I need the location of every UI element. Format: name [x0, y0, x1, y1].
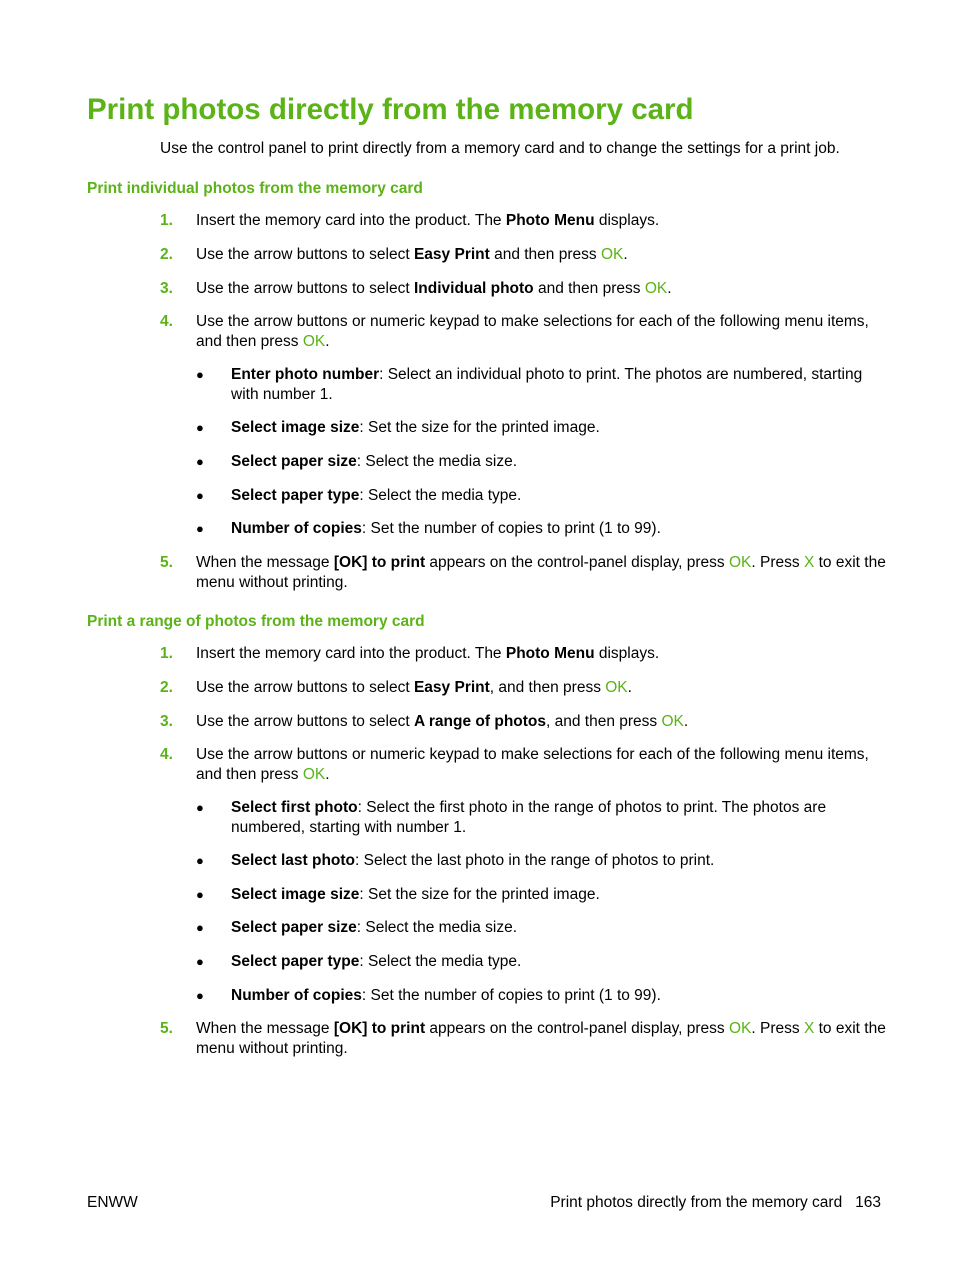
step-number: 3. — [160, 713, 173, 730]
bullet-dot-icon: ● — [196, 853, 204, 868]
bullet-dot-icon: ● — [196, 954, 204, 969]
bullet-dot-icon: ● — [196, 454, 204, 469]
bullet-dot-icon: ● — [196, 800, 204, 815]
step-number: 5. — [160, 554, 173, 571]
step-text: Insert the memory card into the product. The Photo Menu displays. — [196, 212, 660, 229]
x-button-label: X — [803, 1020, 815, 1037]
ok-button-label: OK — [661, 713, 684, 730]
step-text: Use the arrow buttons to select A range of photos, and then press OK. — [196, 713, 689, 730]
bullet-dot-icon: ● — [196, 367, 204, 382]
bullet-dot-icon: ● — [196, 521, 204, 536]
step-number: 3. — [160, 280, 173, 297]
step-number: 2. — [160, 679, 173, 696]
step-number: 1. — [160, 645, 173, 662]
ok-button-label: OK — [644, 280, 668, 297]
bullet-dot-icon: ● — [196, 887, 204, 902]
step-text: When the message [OK] to print appears on the control-panel display, press OK. Press X to exit the menu without printing. — [196, 1020, 886, 1057]
step-number: 2. — [160, 246, 173, 263]
ok-button-label: OK — [729, 1020, 752, 1037]
step-number: 5. — [160, 1020, 173, 1037]
bullet-dot-icon: ● — [196, 420, 204, 435]
intro-paragraph: Use the control panel to print directly from a memory card and to change the settings for a print job. — [160, 140, 840, 157]
step-text: Use the arrow buttons to select Easy Print, and then press OK. — [196, 679, 632, 696]
ok-button-label: OK — [600, 246, 624, 263]
footer-right: Print photos directly from the memory card 163 — [550, 1194, 881, 1211]
step-text: When the message [OK] to print appears on the control-panel display, press OK. Press X to exit the menu without printing. — [196, 554, 886, 591]
bullet-dot-icon: ● — [196, 920, 204, 935]
ok-button-label: OK — [302, 766, 326, 783]
step-number: 4. — [160, 746, 173, 763]
step-text: Insert the memory card into the product. The Photo Menu displays. — [196, 645, 660, 662]
step-number: 1. — [160, 212, 173, 229]
step-text: Use the arrow buttons or numeric keypad to make selections for each of the following menu items, and then press OK. — [196, 746, 869, 783]
step-text: Use the arrow buttons to select Easy Print and then press OK. — [196, 246, 628, 263]
step-text: Use the arrow buttons to select Individual photo and then press OK. — [196, 280, 672, 297]
x-button-label: X — [803, 554, 815, 571]
ok-button-label: OK — [605, 679, 628, 696]
section-heading-range: Print a range of photos from the memory card — [87, 613, 425, 630]
section-heading-individual: Print individual photos from the memory card — [87, 180, 423, 197]
bullet-dot-icon: ● — [196, 488, 204, 503]
bullet-dot-icon: ● — [196, 988, 204, 1003]
step-text: Use the arrow buttons or numeric keypad to make selections for each of the following menu items, and then press OK. — [196, 313, 869, 350]
step-number: 4. — [160, 313, 173, 330]
ok-button-label: OK — [302, 333, 326, 350]
page-title: Print photos directly from the memory card — [87, 93, 694, 126]
footer-left: ENWW — [87, 1194, 138, 1211]
ok-button-label: OK — [729, 554, 752, 571]
